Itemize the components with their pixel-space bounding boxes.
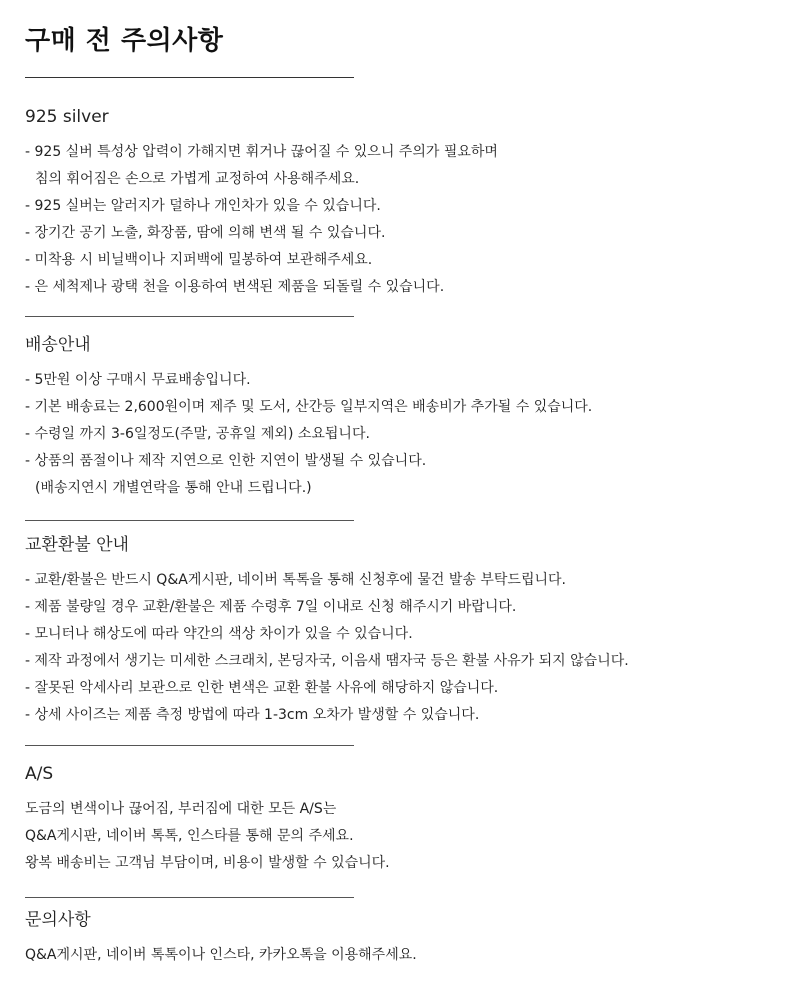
section-lines: [25, 139, 785, 301]
section-heading: A/S: [25, 764, 54, 784]
notice-line: Q&A게시판, 네이버 톡톡이나 인스타, 카카오톡을 이용해주세요.: [25, 947, 417, 963]
section-exchange-refund: [25, 533, 785, 729]
notice-line: - 교환/환불은 반드시 Q&A게시판, 네이버 톡톡을 통해 신청후에 물건 발송 부탁드립니다.: [25, 572, 566, 588]
notice-line: - 미착용 시 비닐백이나 지퍼백에 밀봉하여 보관해주세요.: [25, 252, 373, 268]
section-as: [25, 762, 785, 877]
section-shipping: [25, 333, 785, 502]
notice-line: - 제작 과정에서 생기는 미세한 스크래치, 본딩자국, 이음새 땜자국 등은 환불 사유가 되지 않습니다.: [25, 653, 629, 669]
title-divider: [25, 77, 354, 78]
section-lines: [25, 367, 785, 502]
section-lines: [25, 796, 785, 877]
notice-line: 왕복 배송비는 고객님 부담이며, 비용이 발생할 수 있습니다.: [25, 855, 390, 871]
notice-line: - 상품의 품절이나 제작 지연으로 인한 지연이 발생될 수 있습니다.: [25, 453, 427, 469]
notice-line: - 925 실버는 알러지가 덜하나 개인차가 있을 수 있습니다.: [25, 198, 381, 214]
notice-line: - 기본 배송료는 2,600원이며 제주 및 도서, 산간등 일부지역은 배송비가 추가될 수 있습니다.: [25, 399, 593, 415]
section-divider: [25, 316, 354, 317]
page-title: 구매 전 주의사항: [25, 26, 224, 56]
section-lines: [25, 567, 785, 729]
notice-line: - 장기간 공기 노출, 화장품, 땀에 의해 변색 될 수 있습니다.: [25, 225, 386, 241]
notice-line: - 상세 사이즈는 제품 측정 방법에 따라 1-3cm 오차가 발생할 수 있습니다.: [25, 707, 480, 723]
notice-line: Q&A게시판, 네이버 톡톡, 인스타를 통해 문의 주세요.: [25, 828, 354, 844]
section-silver: [25, 105, 785, 301]
notice-line: - 수령일 까지 3-6일정도(주말, 공휴일 제외) 소요됩니다.: [25, 426, 370, 442]
section-divider: [25, 745, 354, 746]
section-inquiry: [25, 908, 785, 969]
notice-line: - 제품 불량일 경우 교환/환불은 제품 수령후 7일 이내로 신청 해주시기 바랍니다.: [25, 599, 517, 615]
section-heading: 배송안내: [25, 335, 91, 355]
notice-line: 도금의 변색이나 끊어짐, 부러짐에 대한 모든 A/S는: [25, 801, 337, 817]
notice-line: - 은 세척제나 광택 천을 이용하여 변색된 제품을 되돌릴 수 있습니다.: [25, 279, 445, 295]
section-divider: [25, 520, 354, 521]
section-heading: 교환환불 안내: [25, 535, 129, 555]
section-divider: [25, 897, 354, 898]
section-heading: 925 silver: [25, 107, 109, 127]
section-lines: [25, 942, 785, 969]
notice-line: (배송지연시 개별연락을 통해 안내 드립니다.): [35, 480, 312, 496]
notice-line: - 5만원 이상 구매시 무료배송입니다.: [25, 372, 251, 388]
notice-line: - 925 실버 특성상 압력이 가해지면 휘거나 끊어질 수 있으니 주의가 필요하며: [25, 144, 498, 160]
notice-line: - 모니터나 해상도에 따라 약간의 색상 차이가 있을 수 있습니다.: [25, 626, 413, 642]
notice-line: - 잘못된 악세사리 보관으로 인한 변색은 교환 환불 사유에 해당하지 않습니다.: [25, 680, 499, 696]
section-heading: 문의사항: [25, 910, 91, 930]
notice-line: 침의 휘어짐은 손으로 가볍게 교정하여 사용해주세요.: [35, 171, 360, 187]
